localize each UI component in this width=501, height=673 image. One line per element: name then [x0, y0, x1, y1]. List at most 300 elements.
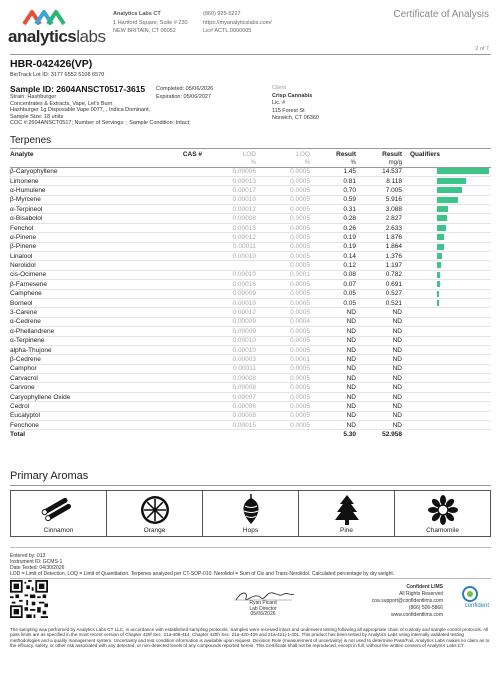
total-pct: 5.30	[310, 430, 356, 439]
loq-value: 0.0005	[256, 252, 310, 261]
lab-license: Lic# ACTL.0000005	[203, 28, 252, 34]
aroma-hops	[203, 491, 299, 536]
qualifier	[402, 402, 431, 411]
sample-size: Sample Size: 18 units	[10, 113, 64, 120]
qualifier	[402, 327, 431, 336]
lod-value: 0.00006	[202, 402, 256, 411]
qualifier	[402, 261, 431, 270]
result-bar	[437, 178, 466, 184]
entered-by: Entered by: 013	[10, 553, 46, 559]
result-mgg: 0.527	[356, 289, 402, 298]
loq-value: 0.0005	[256, 261, 310, 270]
result-pct: 0.81	[310, 176, 356, 185]
category: Concentrates & Extracts, Vape, Let's Burn	[10, 100, 113, 107]
client-street: 115 Forest St	[272, 107, 305, 114]
lod-value: 0.00010	[202, 252, 256, 261]
lod-value: 0.00009	[202, 317, 256, 326]
unit-result-mgg: mg/g	[356, 159, 402, 167]
analytics-labs-logo	[8, 8, 108, 48]
aroma-label: Orange	[143, 527, 166, 534]
lod-value: 0.00011	[202, 242, 256, 251]
result-pct: 0.19	[310, 242, 356, 251]
result-pct: ND	[310, 421, 356, 430]
document-title: Certificate of Analysis	[393, 9, 489, 20]
notes-divider	[10, 547, 491, 548]
terpenes-title: Terpenes	[10, 135, 52, 146]
result-bar	[437, 272, 440, 278]
table-row	[10, 280, 491, 289]
qualifier	[402, 374, 431, 383]
analyte-name: Borneol	[10, 298, 130, 307]
loq-value: 0.0005	[256, 374, 310, 383]
col-cas: CAS #	[182, 151, 202, 158]
analyte-name: α-Humulene	[10, 186, 130, 195]
result-bar-cell	[431, 195, 491, 204]
aroma-cinnamon	[11, 491, 107, 536]
result-mgg: 5.916	[356, 195, 402, 204]
table-row	[10, 176, 491, 185]
result-bar	[437, 234, 444, 240]
col-result-mgg: Result	[382, 151, 402, 158]
chamomile-icon	[427, 494, 459, 526]
lod-value: 0.00012	[202, 205, 256, 214]
orange-icon	[139, 494, 171, 526]
result-mgg: 2.633	[356, 223, 402, 232]
table-row	[10, 411, 491, 420]
analyte-name: α-Terpineol	[10, 205, 130, 214]
result-bar-cell	[431, 280, 491, 289]
biotrack-lot-id: BioTrack Lot ID: 3177 6552 5108 6570	[10, 72, 105, 78]
unit-result-pct: %	[310, 159, 356, 167]
cas-number	[130, 261, 202, 270]
loq-value: 0.0005	[256, 336, 310, 345]
loq-value: 0.0005	[256, 280, 310, 289]
table-header-row	[10, 150, 491, 159]
qualifier	[402, 167, 431, 176]
lod-value: 0.00016	[202, 280, 256, 289]
table-row	[10, 336, 491, 345]
company-name: Analytics Labs CT	[113, 11, 161, 17]
signatory-name: Ryan Picard	[249, 600, 277, 606]
analyte-name: α-Terpinene	[10, 336, 130, 345]
lims-email-link[interactable]: coa.support@confidentlims.com	[371, 598, 443, 604]
qualifier	[402, 289, 431, 298]
cas-number	[130, 298, 202, 307]
result-pct: ND	[310, 411, 356, 420]
cas-number	[130, 336, 202, 345]
qualifier	[402, 345, 431, 354]
cas-number	[130, 167, 202, 176]
loq-value: 0.0005	[256, 167, 310, 176]
analyte-name: Limonene	[10, 176, 130, 185]
table-row	[10, 421, 491, 430]
loq-value: 0.0005	[256, 298, 310, 307]
terpenes-divider	[10, 148, 491, 149]
analyte-name: alpha-Thujone	[10, 345, 130, 354]
result-bar	[437, 187, 462, 193]
result-mgg: ND	[356, 317, 402, 326]
result-pct: 0.08	[310, 270, 356, 279]
lod-value: 0.00008	[202, 383, 256, 392]
aromas-title: Primary Aromas	[10, 470, 89, 482]
cas-number	[130, 195, 202, 204]
qualifier	[402, 298, 431, 307]
lod-value: 0.00009	[202, 289, 256, 298]
analyte-name: β-Cedrene	[10, 355, 130, 364]
result-bar-cell	[431, 223, 491, 232]
col-loq: LOQ	[296, 151, 310, 158]
aroma-label: Cinnamon	[43, 527, 74, 534]
result-bar	[437, 168, 489, 174]
analyte-name: α-Pinene	[10, 233, 130, 242]
sample-title: HBR-042426(VP)	[10, 58, 93, 70]
result-pct: ND	[310, 327, 356, 336]
logo-mark-icon	[22, 8, 70, 26]
analyte-name: Cedrol	[10, 402, 130, 411]
cas-number	[130, 214, 202, 223]
lod-value: 0.00010	[202, 270, 256, 279]
table-row	[10, 402, 491, 411]
result-bar-cell	[431, 355, 491, 364]
analyte-name: β-Caryophyllene	[10, 167, 130, 176]
total-mgg: 52.958	[356, 430, 402, 439]
result-pct: ND	[310, 392, 356, 401]
result-bar	[437, 225, 446, 231]
address-line-1: 1 Hartford Square, Suite # 230	[113, 19, 188, 26]
lod-value: 0.00015	[202, 421, 256, 430]
cas-number	[130, 205, 202, 214]
result-bar-cell	[431, 186, 491, 195]
product-description: Hashburger 1g Disposable Vape 0077, , Indica Dominant,	[10, 107, 151, 114]
signatory-title: Lab Director	[249, 605, 277, 612]
qualifier	[402, 195, 431, 204]
cas-number	[130, 402, 202, 411]
lod-value: 0.00006	[202, 167, 256, 176]
qualifier	[402, 205, 431, 214]
result-pct: ND	[310, 364, 356, 373]
table-row	[10, 214, 491, 223]
table-row	[10, 252, 491, 261]
lims-rights: All Rights Reserved	[399, 591, 443, 597]
result-mgg: ND	[356, 411, 402, 420]
qualifier	[402, 176, 431, 185]
unit-loq: %	[256, 159, 310, 167]
cas-number	[130, 252, 202, 261]
result-bar-cell	[431, 242, 491, 251]
aroma-label: Hops	[242, 527, 259, 534]
result-bar-cell	[431, 298, 491, 307]
loq-value: 0.0005	[256, 289, 310, 298]
qualifier	[402, 233, 431, 242]
result-bar	[437, 262, 441, 268]
lod-value: 0.00017	[202, 186, 256, 195]
result-bar-cell	[431, 205, 491, 214]
table-row	[10, 308, 491, 317]
result-bar-cell	[431, 270, 491, 279]
result-pct: 1.45	[310, 167, 356, 176]
lims-info	[372, 584, 443, 619]
col-result-pct: Result	[336, 151, 356, 158]
loq-value: 0.0005	[256, 327, 310, 336]
address-line-2: NEW BRITAIN, CT 06052	[113, 28, 176, 34]
lab-address	[113, 10, 188, 36]
signatory	[228, 601, 298, 618]
lims-name: Confident LIMS	[406, 584, 443, 590]
result-bar-cell	[431, 336, 491, 345]
cas-number	[130, 364, 202, 373]
qualifier	[402, 411, 431, 420]
lod-value: 0.00008	[202, 374, 256, 383]
instrument-id: Instrument ID: GCMS-1	[10, 559, 63, 565]
loq-value: 0.0005	[256, 214, 310, 223]
result-mgg: 0.521	[356, 298, 402, 307]
table-row	[10, 355, 491, 364]
analyte-name: β-Pinene	[10, 242, 130, 251]
result-bar-cell	[431, 374, 491, 383]
result-mgg: ND	[356, 383, 402, 392]
result-mgg: 14.537	[356, 167, 402, 176]
total-label: Total	[10, 430, 130, 439]
result-bar-cell	[431, 289, 491, 298]
result-mgg: 3.088	[356, 205, 402, 214]
table-row	[10, 186, 491, 195]
result-pct: 0.59	[310, 195, 356, 204]
lod-value: 0.00008	[202, 214, 256, 223]
qualifier	[402, 317, 431, 326]
analyte-name: α-Bisabolol	[10, 214, 130, 223]
analyte-name: Nerolidol	[10, 261, 130, 270]
result-bar-cell	[431, 392, 491, 401]
lims-phone: (866) 506-5866	[408, 605, 443, 611]
result-bar	[437, 291, 439, 297]
result-bar	[437, 206, 448, 212]
confident-logo-text: confident	[464, 603, 489, 609]
aroma-label: Pine	[339, 527, 353, 534]
loq-value: 0.0005	[256, 242, 310, 251]
table-row	[10, 270, 491, 279]
result-mgg: ND	[356, 392, 402, 401]
qualifier	[402, 223, 431, 232]
result-pct: 0.14	[310, 252, 356, 261]
analyte-name: β-Myrcene	[10, 195, 130, 204]
cas-number	[130, 345, 202, 354]
loq-value: 0.0005	[256, 392, 310, 401]
result-mgg: 2.827	[356, 214, 402, 223]
analyte-name: Carvacrol	[10, 374, 130, 383]
cas-number	[130, 280, 202, 289]
result-mgg: 8.118	[356, 176, 402, 185]
result-mgg: 1.876	[356, 233, 402, 242]
cas-number	[130, 233, 202, 242]
result-pct: 0.05	[310, 298, 356, 307]
table-row	[10, 327, 491, 336]
loq-value: 0.0005	[256, 308, 310, 317]
cas-number	[130, 327, 202, 336]
loq-value: 0.0005	[256, 364, 310, 373]
analyte-name: 3-Carene	[10, 308, 130, 317]
result-pct: 0.31	[310, 205, 356, 214]
result-pct: ND	[310, 374, 356, 383]
lims-website-link[interactable]: www.confidentlims.com	[391, 612, 443, 618]
cas-number	[130, 289, 202, 298]
table-row	[10, 195, 491, 204]
result-mgg: ND	[356, 355, 402, 364]
aroma-orange	[107, 491, 203, 536]
lod-value: 0.00010	[202, 345, 256, 354]
result-pct: 0.28	[310, 214, 356, 223]
cas-number	[130, 411, 202, 420]
cinnamon-icon	[41, 494, 77, 524]
result-bar-cell	[431, 402, 491, 411]
cas-number	[130, 176, 202, 185]
result-bar-cell	[431, 421, 491, 430]
table-row	[10, 205, 491, 214]
result-bar-cell	[431, 308, 491, 317]
result-mgg: 7.005	[356, 186, 402, 195]
result-mgg: ND	[356, 421, 402, 430]
loq-value: 0.0005	[256, 223, 310, 232]
aroma-pine	[299, 491, 395, 536]
pine-icon	[334, 494, 360, 526]
sample-id: Sample ID: 2604ANSCT0517-3615	[10, 84, 146, 94]
loq-value: 0.0005	[256, 233, 310, 242]
qualifier	[402, 383, 431, 392]
qualifier	[402, 308, 431, 317]
table-row	[10, 233, 491, 242]
aromas-divider	[10, 485, 491, 486]
total-row	[10, 430, 491, 439]
table-row	[10, 167, 491, 176]
qualifier	[402, 355, 431, 364]
confident-logo-icon	[451, 585, 489, 615]
header	[0, 0, 501, 50]
footnote: LOD = Limit of Detection, LOQ = Limit of Quantitation. Terpenes analyzed per CT-SOP-010. Nerolidol = Sum of Cis and Trans-Nerolidol. Calculated percentage by dry weight.	[10, 571, 395, 577]
aroma-chamomile	[395, 491, 490, 536]
cas-number	[130, 374, 202, 383]
result-mgg: 0.691	[356, 280, 402, 289]
result-mgg: ND	[356, 402, 402, 411]
result-mgg: 1.864	[356, 242, 402, 251]
qualifier	[402, 392, 431, 401]
loq-value: 0.0005	[256, 383, 310, 392]
sample-details	[10, 94, 250, 127]
qualifier	[402, 214, 431, 223]
result-pct: ND	[310, 402, 356, 411]
result-bar	[437, 215, 447, 221]
lod-value: 0.00015	[202, 223, 256, 232]
result-pct: 0.05	[310, 289, 356, 298]
analyte-name: Camphor	[10, 364, 130, 373]
client-license: Lic. #	[272, 100, 286, 106]
table-row	[10, 345, 491, 354]
qualifier	[402, 252, 431, 261]
lod-value: 0.00012	[202, 308, 256, 317]
table-row	[10, 364, 491, 373]
analyte-name: Camphene	[10, 289, 130, 298]
result-mgg: ND	[356, 308, 402, 317]
result-bar-cell	[431, 176, 491, 185]
table-row	[10, 261, 491, 270]
result-pct: 0.26	[310, 223, 356, 232]
qualifier	[402, 270, 431, 279]
lab-contact	[203, 10, 272, 36]
result-bar-cell	[431, 214, 491, 223]
cas-number	[130, 355, 202, 364]
table-row	[10, 317, 491, 326]
loq-value: 0.0005	[256, 186, 310, 195]
lab-phone: (860) 925-5227	[203, 11, 241, 17]
client-info	[272, 85, 319, 123]
qualifier	[402, 421, 431, 430]
qualifier	[402, 186, 431, 195]
qr-code[interactable]	[10, 580, 48, 618]
lod-value: 0.00009	[202, 327, 256, 336]
table-row	[10, 298, 491, 307]
analyte-name: Fenchone	[10, 421, 130, 430]
strain: Strain: Hashburger	[10, 94, 57, 100]
result-pct: 0.19	[310, 233, 356, 242]
result-pct: 0.12	[310, 261, 356, 270]
result-bar	[437, 300, 439, 306]
table-row	[10, 223, 491, 232]
result-pct: 0.70	[310, 186, 356, 195]
cas-number	[130, 392, 202, 401]
test-notes	[10, 553, 394, 577]
logo-text: analyticslabs	[8, 27, 106, 46]
result-bar-cell	[431, 167, 491, 176]
loq-value: 0.0005	[256, 402, 310, 411]
sample-info	[10, 58, 491, 144]
result-bar-cell	[431, 345, 491, 354]
result-bar-cell	[431, 364, 491, 373]
result-mgg: ND	[356, 345, 402, 354]
analyte-name: α-Phellandrene	[10, 327, 130, 336]
lab-website-link[interactable]: https://myanalyticslabs.com/	[203, 19, 272, 26]
client-label: Client	[272, 85, 287, 91]
aroma-label: Chamomile	[426, 527, 459, 534]
cas-number	[130, 383, 202, 392]
col-analyte: Analyte	[10, 151, 34, 158]
table-row	[10, 289, 491, 298]
client-name: Crisp Cannabis	[272, 92, 313, 99]
result-pct: ND	[310, 336, 356, 345]
result-pct: ND	[310, 308, 356, 317]
lod-value	[202, 261, 256, 270]
analyte-name: Caryophyllene Oxide	[10, 392, 130, 401]
header-divider	[10, 54, 491, 55]
loq-value: 0.0001	[256, 270, 310, 279]
lod-value: 0.00008	[202, 411, 256, 420]
date-tested: Date Tested: 04/30/2026	[10, 565, 65, 571]
hops-icon	[237, 494, 265, 526]
cas-number	[130, 317, 202, 326]
lod-value: 0.00010	[202, 298, 256, 307]
result-bar-cell	[431, 233, 491, 242]
terpenes-table	[10, 150, 491, 439]
result-pct: ND	[310, 345, 356, 354]
cas-number	[130, 242, 202, 251]
table-row	[10, 383, 491, 392]
result-mgg: 1.197	[356, 261, 402, 270]
footer-divider	[10, 578, 491, 579]
table-row	[10, 374, 491, 383]
cas-number	[130, 270, 202, 279]
result-pct: ND	[310, 383, 356, 392]
analyte-name: Fenchol	[10, 223, 130, 232]
analyte-name: cis-Ocimene	[10, 270, 130, 279]
result-mgg: 0.782	[356, 270, 402, 279]
loq-value: 0.0005	[256, 176, 310, 185]
